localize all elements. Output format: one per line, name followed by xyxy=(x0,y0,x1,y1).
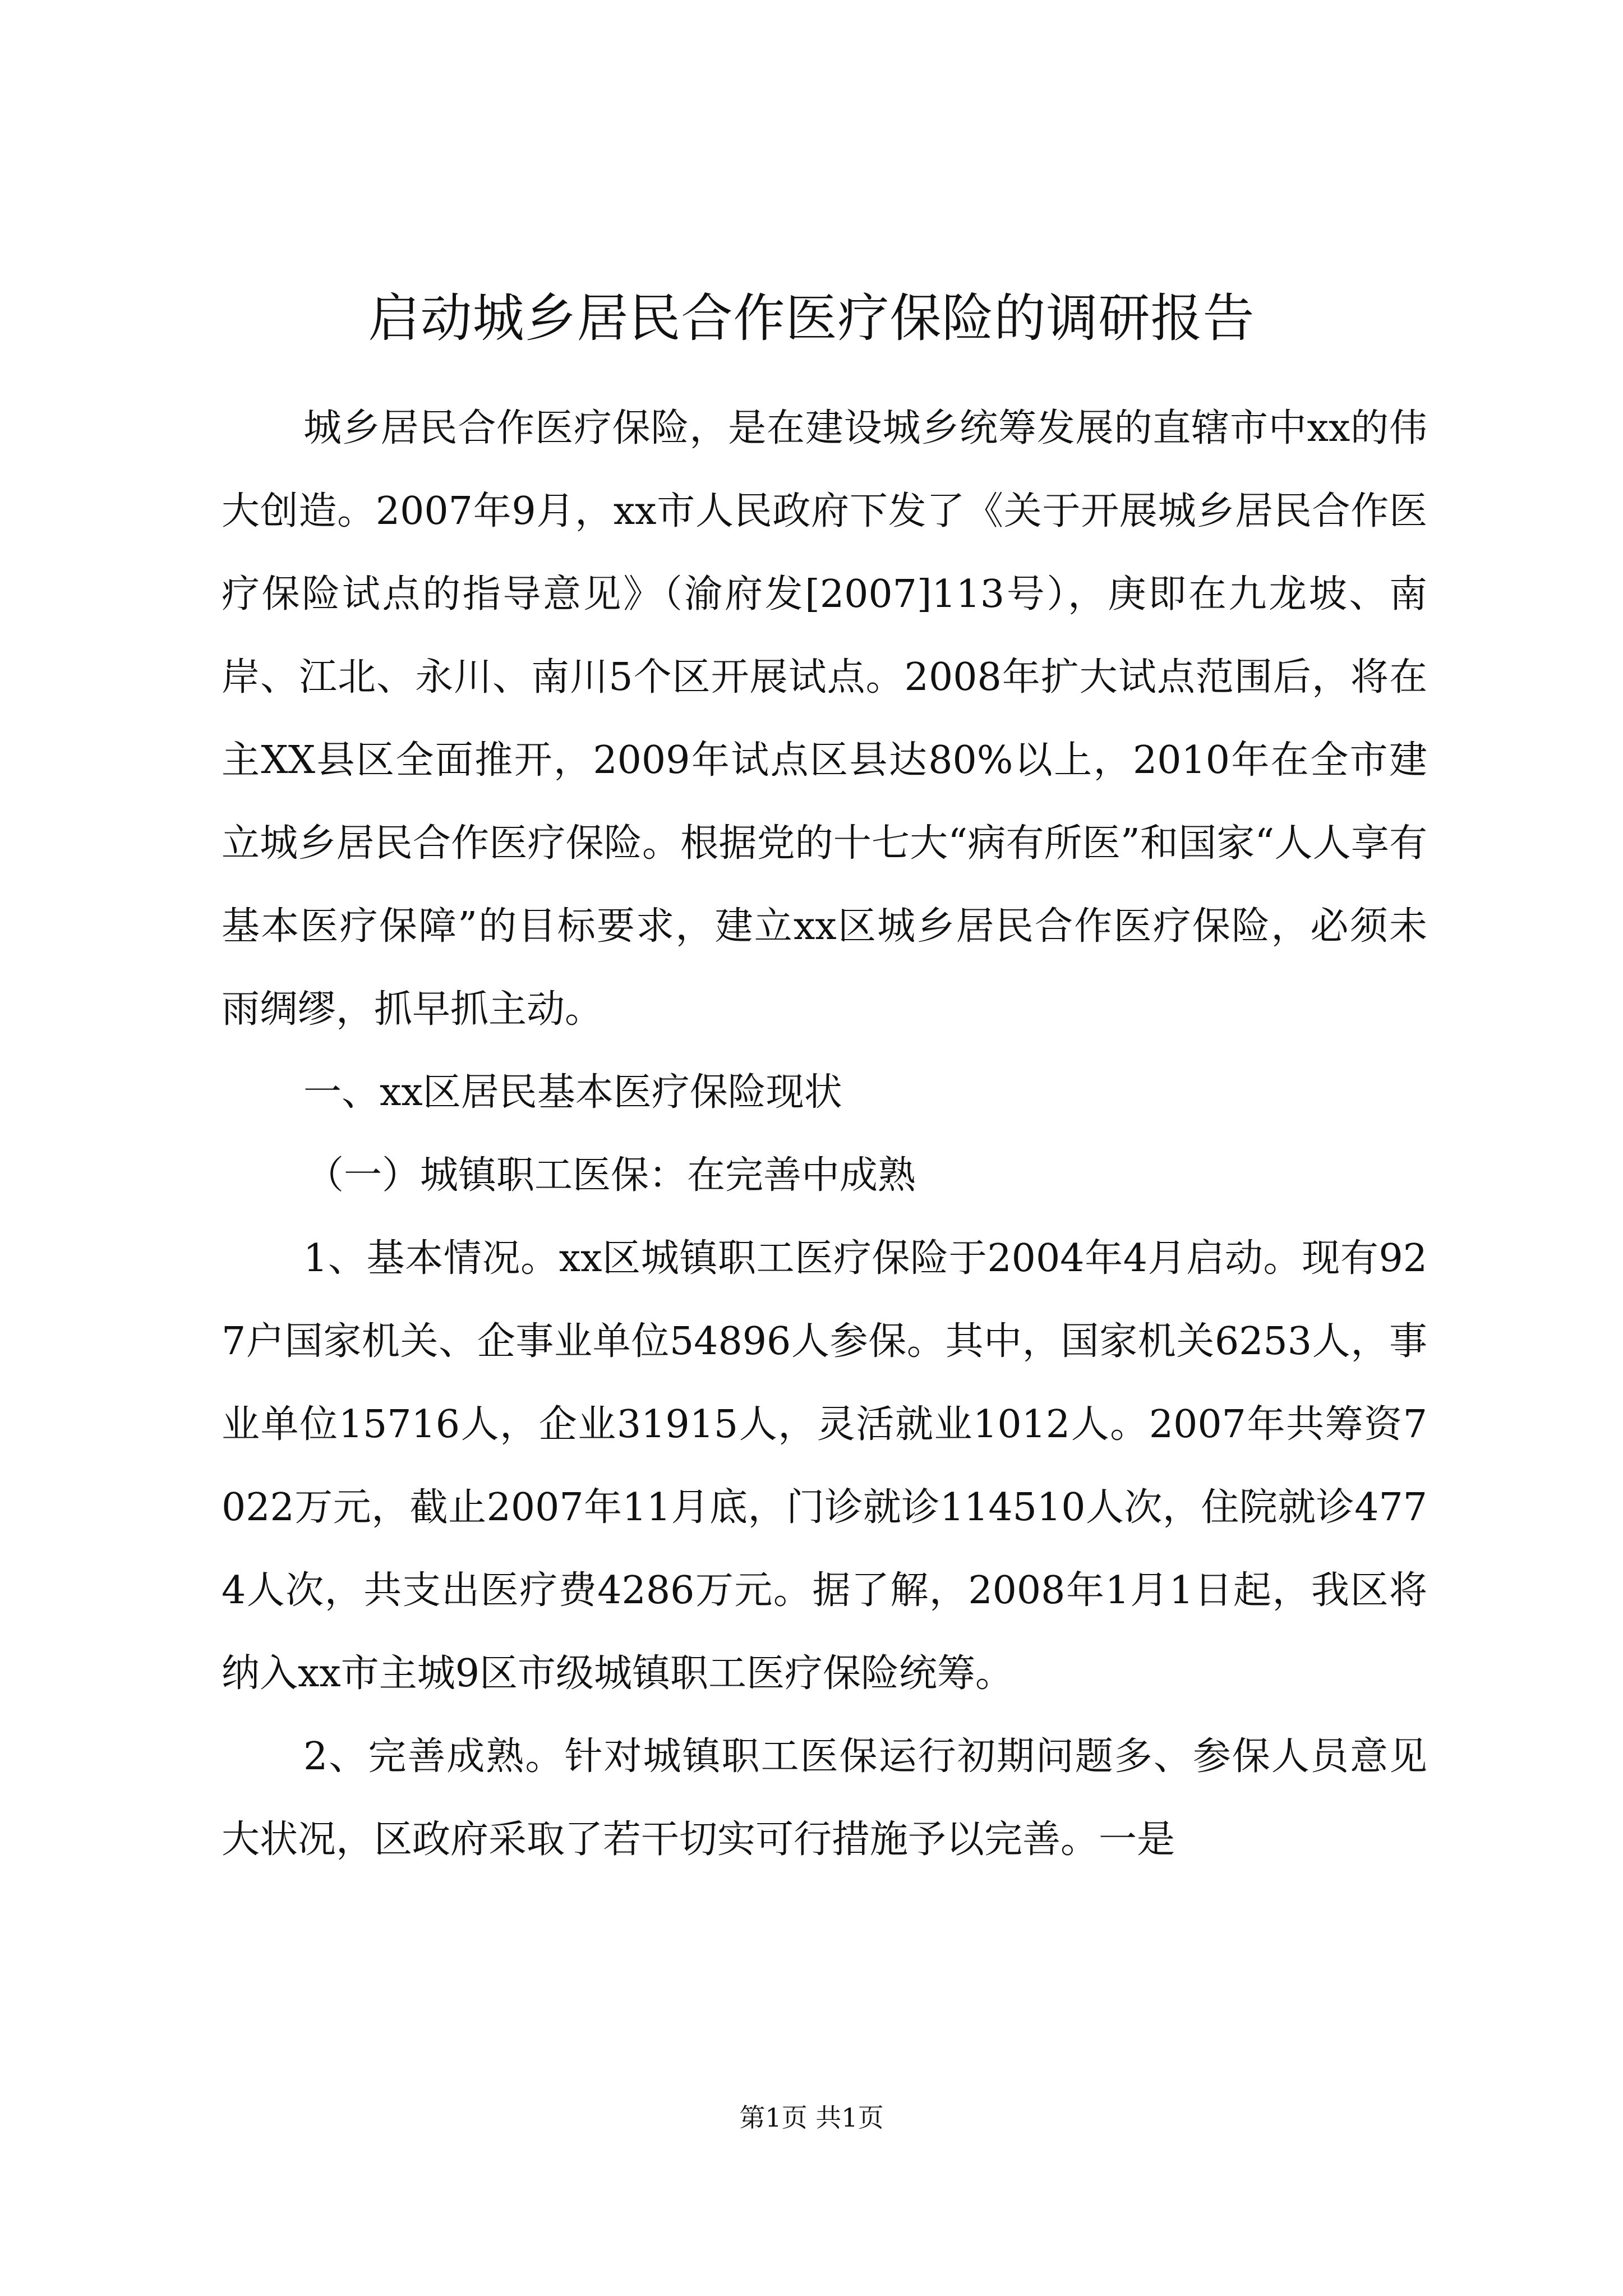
paragraph-basic-situation: 1、基本情况。xx区城镇职工医疗保险于2004年4月启动。现有927户国家机关、企事业单位54896人参保。其中，国家机关6253人，事业单位15716人，企业31915人，灵活就业1012人。2007年共筹资7022万元，截止2007年11月底，门诊就诊114510人次，住院就诊4774人次，共支出医疗费4286万元。据了解，2008年1月1日起，我区将纳入xx市主城9区市级城镇职工医疗保险统筹。 xyxy=(222,1236,1427,1696)
document-body xyxy=(222,387,1427,1881)
paragraph-improvement: 2、完善成熟。针对城镇职工医保运行初期问题多、参保人员意见大状况，区政府采取了若干切实可行措施予以完善。一是 xyxy=(222,1734,1427,1862)
subsection-heading-1: （一）城镇职工医保：在完善中成熟 xyxy=(306,1153,916,1198)
page-footer: 第1页 共1页 xyxy=(739,2102,884,2133)
section-heading-1: 一、xx区居民基本医疗保险现状 xyxy=(303,1070,842,1115)
paragraph-intro: 城乡居民合作医疗保险，是在建设城乡统筹发展的直辖市中xx的伟大创造。2007年9月，xx市人民政府下发了《关于开展城乡居民合作医疗保险试点的指导意见》（渝府发[2007]113号），庚即在九龙坡、南岸、江北、永川、南川5个区开展试点。2008年扩大试点范围后，将在主XX县区全面推开，2009年试点区县达80%以上，2010年在全市建立城乡居民合作医疗保险。根据党的十七大“病有所医”和国家“人人享有基本医疗保障”的目标要求，建立xx区城乡居民合作医疗保险，必须未雨绸缪，抓早抓主动。 xyxy=(222,406,1427,1032)
document-title: 启动城乡居民合作医疗保险的调研报告 xyxy=(368,288,1255,348)
